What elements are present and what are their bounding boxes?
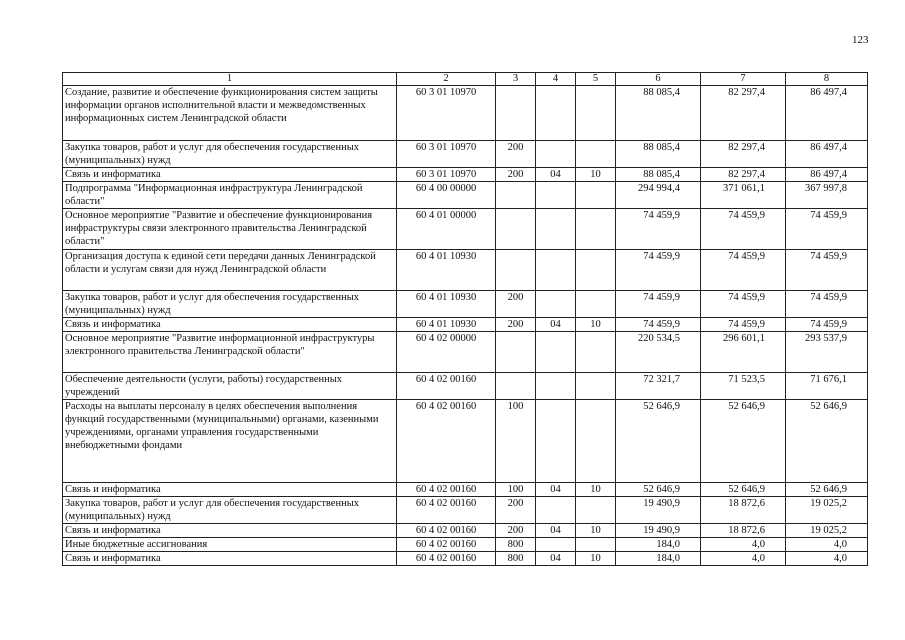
row-pr-cell: [576, 497, 616, 524]
row-vr-cell: [496, 250, 536, 291]
row-amount-year3-cell: 19 025,2: [786, 497, 868, 524]
row-vr-cell: 800: [496, 538, 536, 552]
row-rz-cell: [536, 497, 576, 524]
row-pr-cell: 10: [576, 552, 616, 566]
row-amount-year3-cell: 4,0: [786, 552, 868, 566]
row-vr-cell: [496, 373, 536, 400]
row-rz-cell: [536, 86, 576, 141]
row-rz-cell: [536, 373, 576, 400]
row-name-cell: Связь и информатика: [63, 524, 397, 538]
row-vr-cell: [496, 332, 536, 373]
table-row: [63, 332, 868, 373]
row-amount-year3-cell: 52 646,9: [786, 400, 868, 483]
table-row: [63, 250, 868, 291]
row-amount-year1-cell: 52 646,9: [616, 400, 701, 483]
row-amount-year3-cell: 74 459,9: [786, 250, 868, 291]
row-rz-cell: [536, 332, 576, 373]
row-amount-year2-cell: 74 459,9: [701, 250, 786, 291]
row-pr-cell: [576, 250, 616, 291]
row-amount-year1-cell: 220 534,5: [616, 332, 701, 373]
row-pr-cell: 10: [576, 168, 616, 182]
row-amount-year2-cell: 18 872,6: [701, 497, 786, 524]
row-vr-cell: 200: [496, 497, 536, 524]
row-code-cell: 60 3 01 10970: [397, 168, 496, 182]
row-name-cell: Обеспечение деятельности (услуги, работы) государственных учреждений: [63, 373, 397, 400]
page-number: 123: [852, 34, 869, 46]
table-row: [63, 182, 868, 209]
row-amount-year3-cell: 293 537,9: [786, 332, 868, 373]
row-amount-year2-cell: 82 297,4: [701, 86, 786, 141]
row-pr-cell: [576, 332, 616, 373]
row-vr-cell: 200: [496, 168, 536, 182]
row-pr-cell: 10: [576, 318, 616, 332]
row-code-cell: 60 4 02 00160: [397, 483, 496, 497]
row-name-cell: Организация доступа к единой сети передачи данных Ленинградской области и услугам связи для нужд Ленинградской области: [63, 250, 397, 291]
row-vr-cell: [496, 86, 536, 141]
row-amount-year2-cell: 18 872,6: [701, 524, 786, 538]
row-name-cell: Закупка товаров, работ и услуг для обеспечения государственных (муниципальных) нужд: [63, 497, 397, 524]
table-row: [63, 209, 868, 250]
row-pr-cell: [576, 182, 616, 209]
row-code-cell: 60 4 02 00000: [397, 332, 496, 373]
row-amount-year2-cell: 71 523,5: [701, 373, 786, 400]
column-header: 2: [397, 73, 496, 86]
row-amount-year3-cell: 74 459,9: [786, 209, 868, 250]
row-rz-cell: [536, 141, 576, 168]
column-header: 5: [576, 73, 616, 86]
row-code-cell: 60 4 00 00000: [397, 182, 496, 209]
row-pr-cell: 10: [576, 483, 616, 497]
table-row: [63, 373, 868, 400]
row-code-cell: 60 3 01 10970: [397, 141, 496, 168]
row-code-cell: 60 4 01 10930: [397, 291, 496, 318]
column-header: 3: [496, 73, 536, 86]
row-vr-cell: [496, 182, 536, 209]
table-row: [63, 524, 868, 538]
row-code-cell: 60 4 01 10930: [397, 250, 496, 291]
row-vr-cell: 100: [496, 400, 536, 483]
row-rz-cell: 04: [536, 483, 576, 497]
table-row: [63, 168, 868, 182]
row-amount-year2-cell: 4,0: [701, 552, 786, 566]
row-name-cell: Расходы на выплаты персоналу в целях обеспечения выполнения функций государственными (муниципальными) органами, казенными учреждениями, органами управления государственными внебюджетными фондами: [63, 400, 397, 483]
row-amount-year2-cell: 82 297,4: [701, 141, 786, 168]
row-name-cell: Связь и информатика: [63, 483, 397, 497]
row-amount-year3-cell: 86 497,4: [786, 86, 868, 141]
row-amount-year1-cell: 184,0: [616, 552, 701, 566]
row-amount-year1-cell: 19 490,9: [616, 497, 701, 524]
row-amount-year2-cell: 82 297,4: [701, 168, 786, 182]
table-row: [63, 497, 868, 524]
row-amount-year1-cell: 294 994,4: [616, 182, 701, 209]
column-header: 6: [616, 73, 701, 86]
table-row: [63, 291, 868, 318]
row-amount-year3-cell: 4,0: [786, 538, 868, 552]
row-name-cell: Связь и информатика: [63, 552, 397, 566]
row-amount-year1-cell: 74 459,9: [616, 209, 701, 250]
row-amount-year3-cell: 52 646,9: [786, 483, 868, 497]
row-rz-cell: 04: [536, 168, 576, 182]
row-vr-cell: 800: [496, 552, 536, 566]
row-code-cell: 60 4 02 00160: [397, 400, 496, 483]
row-name-cell: Основное мероприятие "Развитие и обеспечение функционирования инфраструктуры связи электронного правительства Ленинградской области": [63, 209, 397, 250]
row-amount-year2-cell: 74 459,9: [701, 291, 786, 318]
row-amount-year1-cell: 74 459,9: [616, 291, 701, 318]
row-code-cell: 60 4 02 00160: [397, 373, 496, 400]
row-name-cell: Связь и информатика: [63, 168, 397, 182]
table-row: [63, 400, 868, 483]
row-name-cell: Основное мероприятие "Развитие информационной инфраструктуры электронного правительства Ленинградской области": [63, 332, 397, 373]
row-pr-cell: [576, 291, 616, 318]
table-row: [63, 552, 868, 566]
row-rz-cell: 04: [536, 552, 576, 566]
row-name-cell: Закупка товаров, работ и услуг для обеспечения государственных (муниципальных) нужд: [63, 141, 397, 168]
table-row: [63, 483, 868, 497]
row-rz-cell: 04: [536, 524, 576, 538]
row-pr-cell: [576, 538, 616, 552]
row-vr-cell: 200: [496, 291, 536, 318]
row-amount-year3-cell: 74 459,9: [786, 318, 868, 332]
row-amount-year1-cell: 88 085,4: [616, 168, 701, 182]
table-row: [63, 538, 868, 552]
row-rz-cell: [536, 291, 576, 318]
row-amount-year1-cell: 88 085,4: [616, 141, 701, 168]
row-vr-cell: 200: [496, 524, 536, 538]
row-rz-cell: [536, 209, 576, 250]
row-amount-year1-cell: 74 459,9: [616, 250, 701, 291]
row-pr-cell: [576, 86, 616, 141]
row-amount-year2-cell: 74 459,9: [701, 318, 786, 332]
row-amount-year2-cell: 371 061,1: [701, 182, 786, 209]
row-vr-cell: [496, 209, 536, 250]
row-pr-cell: [576, 209, 616, 250]
row-amount-year1-cell: 184,0: [616, 538, 701, 552]
row-pr-cell: [576, 141, 616, 168]
row-rz-cell: [536, 538, 576, 552]
column-header: 1: [63, 73, 397, 86]
row-vr-cell: 100: [496, 483, 536, 497]
row-amount-year1-cell: 19 490,9: [616, 524, 701, 538]
table-row: [63, 318, 868, 332]
row-amount-year1-cell: 72 321,7: [616, 373, 701, 400]
column-header: 7: [701, 73, 786, 86]
row-amount-year2-cell: 4,0: [701, 538, 786, 552]
row-amount-year3-cell: 19 025,2: [786, 524, 868, 538]
row-rz-cell: 04: [536, 318, 576, 332]
row-rz-cell: [536, 182, 576, 209]
row-pr-cell: [576, 373, 616, 400]
row-name-cell: Создание, развитие и обеспечение функционирования систем защиты информации органов исполнительной власти и межведомственных информационных систем Ленинградской области: [63, 86, 397, 141]
row-amount-year2-cell: 52 646,9: [701, 400, 786, 483]
column-header: 4: [536, 73, 576, 86]
row-amount-year3-cell: 74 459,9: [786, 291, 868, 318]
row-amount-year3-cell: 367 997,8: [786, 182, 868, 209]
column-header: 8: [786, 73, 868, 86]
row-amount-year1-cell: 74 459,9: [616, 318, 701, 332]
row-code-cell: 60 4 02 00160: [397, 524, 496, 538]
row-name-cell: Связь и информатика: [63, 318, 397, 332]
row-vr-cell: 200: [496, 318, 536, 332]
row-code-cell: 60 4 01 00000: [397, 209, 496, 250]
row-pr-cell: [576, 400, 616, 483]
row-amount-year3-cell: 86 497,4: [786, 141, 868, 168]
row-amount-year2-cell: 74 459,9: [701, 209, 786, 250]
row-rz-cell: [536, 400, 576, 483]
table-row: [63, 141, 868, 168]
row-amount-year2-cell: 296 601,1: [701, 332, 786, 373]
row-name-cell: Закупка товаров, работ и услуг для обеспечения государственных (муниципальных) нужд: [63, 291, 397, 318]
row-code-cell: 60 4 02 00160: [397, 552, 496, 566]
row-code-cell: 60 4 02 00160: [397, 538, 496, 552]
row-amount-year3-cell: 71 676,1: [786, 373, 868, 400]
row-code-cell: 60 4 02 00160: [397, 497, 496, 524]
row-amount-year1-cell: 88 085,4: [616, 86, 701, 141]
row-vr-cell: 200: [496, 141, 536, 168]
row-pr-cell: 10: [576, 524, 616, 538]
row-amount-year2-cell: 52 646,9: [701, 483, 786, 497]
budget-table: [62, 72, 868, 566]
row-name-cell: Иные бюджетные ассигнования: [63, 538, 397, 552]
row-amount-year1-cell: 52 646,9: [616, 483, 701, 497]
row-amount-year3-cell: 86 497,4: [786, 168, 868, 182]
row-name-cell: Подпрограмма "Информационная инфраструктура Ленинградской области": [63, 182, 397, 209]
table-row: [63, 86, 868, 141]
header-row: [63, 73, 868, 86]
row-code-cell: 60 3 01 10970: [397, 86, 496, 141]
row-code-cell: 60 4 01 10930: [397, 318, 496, 332]
row-rz-cell: [536, 250, 576, 291]
